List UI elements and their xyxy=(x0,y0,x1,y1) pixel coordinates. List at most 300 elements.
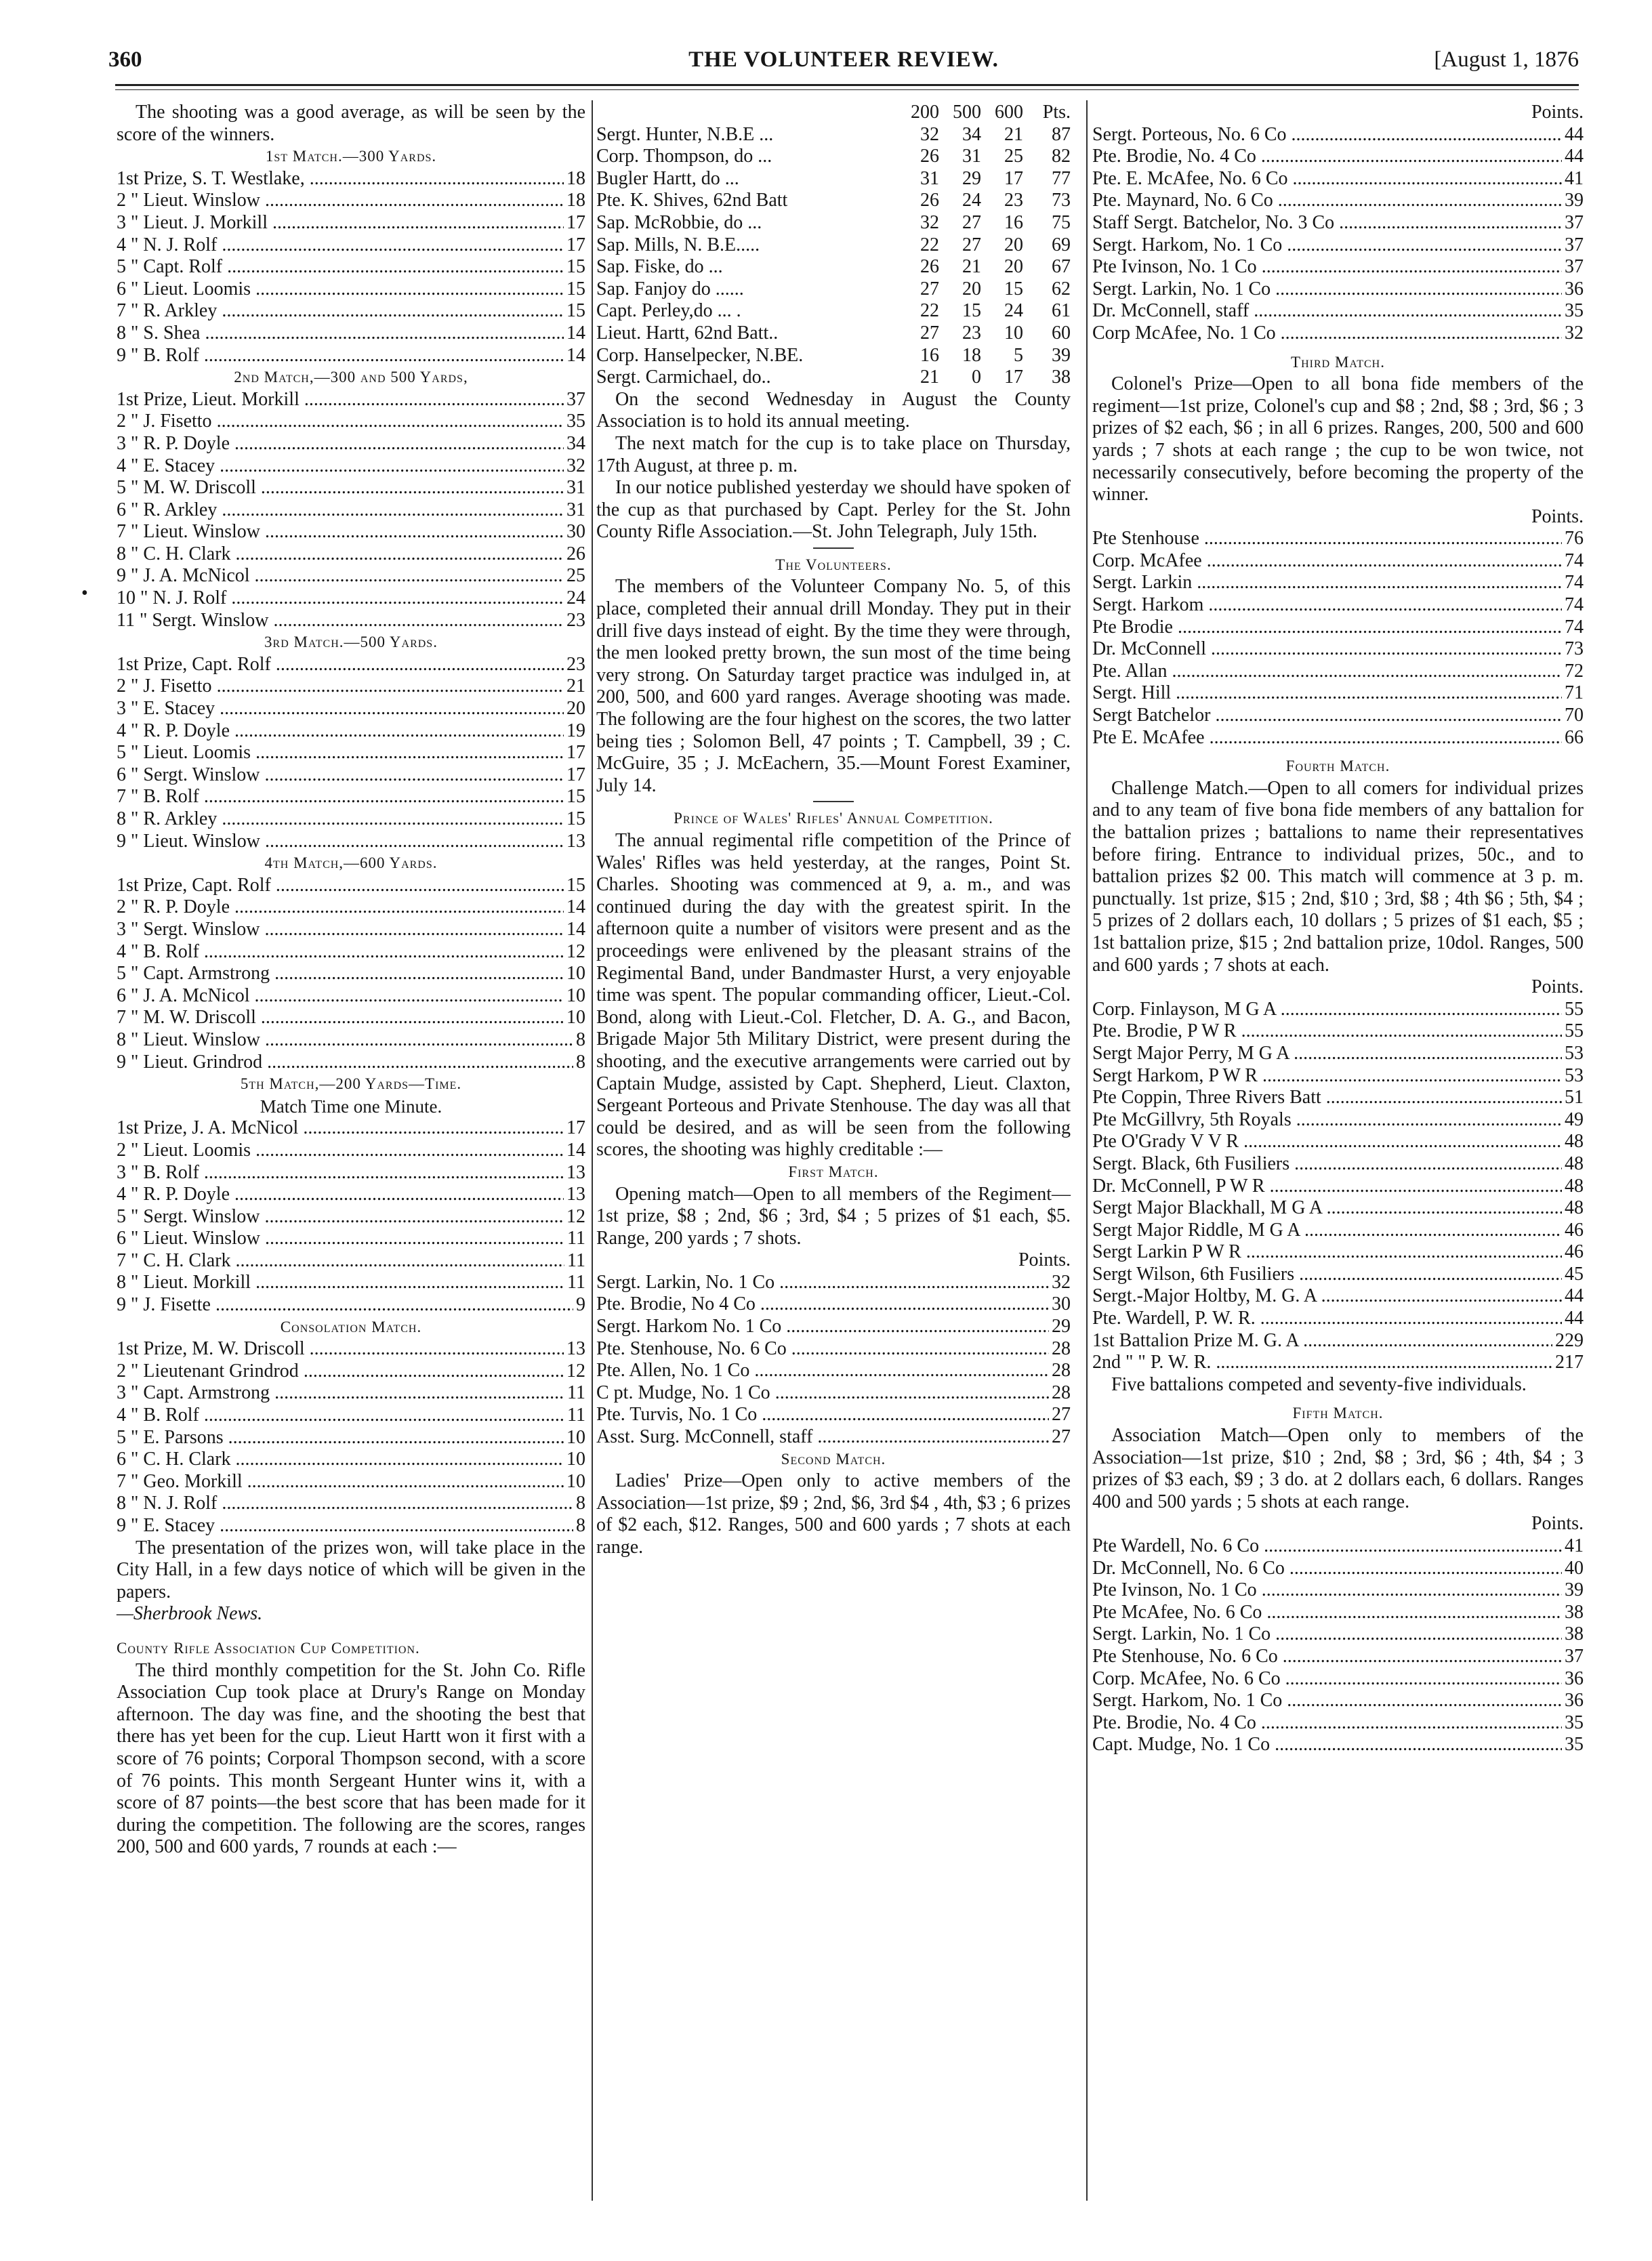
competitor-name: 4 " B. Rolf ..... xyxy=(117,1405,564,1427)
competitor-name: Pte. Allan ..... xyxy=(1092,661,1562,683)
third-match-paragraph: Colonel's Prize—Open to all bona fide members of the regiment—1st prize, Colonel's cup and $8 ; 2nd, $8 ; 3rd, $6 ; 3 prizes of $2 each, $6 ; in all 6 prizes. Ranges, 200, 500 and 600 yards ; 7 shots at each range ; the cup to be won twice, not necessarily consecutively, before becoming the property of the winner. xyxy=(1092,373,1584,505)
competitor-name: 7 " C. H. Clark ..... xyxy=(117,1250,564,1272)
score-row xyxy=(117,455,585,478)
competitor-name: 3 " E. Stacey ..... xyxy=(117,698,564,720)
score-row xyxy=(117,300,585,323)
score-list xyxy=(1092,1535,1584,1756)
score-row xyxy=(1092,1646,1584,1668)
competitor-name: Corp. McAfee, No. 6 Co ..... xyxy=(1092,1668,1562,1690)
score-row xyxy=(1092,323,1584,345)
score-row xyxy=(117,831,585,853)
score-row xyxy=(117,1184,585,1206)
competitor-name: Sergt. Harkom, No. 1 Co ..... xyxy=(1092,1690,1562,1712)
cup-heading: County Rifle Association Cup Competition. xyxy=(117,1639,420,1657)
score-value: 35 xyxy=(1565,1734,1584,1756)
score-value: 8 xyxy=(576,1493,585,1514)
score-row xyxy=(117,234,585,257)
score-value: 45 xyxy=(1565,1263,1584,1285)
score-list xyxy=(117,389,585,632)
score-row xyxy=(117,433,585,455)
score-row xyxy=(117,1493,585,1515)
competitor-name: Sergt. Larkin, No. 1 Co ..... xyxy=(1092,1623,1562,1646)
points-label: Points. xyxy=(1531,1513,1584,1535)
score-value: 25 xyxy=(566,565,585,587)
competitor-name: Pte Stenhouse, No. 6 Co ..... xyxy=(1092,1646,1562,1668)
column-2 xyxy=(596,102,1071,1559)
score-value: 19 xyxy=(566,720,585,741)
score-value: 73 xyxy=(1565,638,1584,660)
score-value: 23 xyxy=(566,609,585,631)
fifth-match-paragraph: Association Match—Open only to members of the Association—1st prize, $10 ; 2nd, $8 ; 3rd, $6 ; 4th, $4 ; 3 prizes of $3 each, $9 ; 3 do. at 2 dollars each, 6 dollars. Ranges 400 and 500 yards ; 5 shots at each range. xyxy=(1092,1425,1584,1512)
page-number: 360 xyxy=(108,47,142,72)
next-match-paragraph: The next match for the cup is to take place on Thursday, 17th August, at three p. m. xyxy=(596,432,1071,476)
presentation-paragraph: The presentation of the prizes won, will take place in the City Hall, in a few days notice of which will be given in the papers. xyxy=(117,1537,585,1602)
consolation-heading: Consolation Match. xyxy=(280,1318,422,1335)
score-value: 217 xyxy=(1555,1352,1584,1373)
score-value: 28 xyxy=(1052,1360,1071,1382)
cup-paragraph: The third monthly competition for the St. John Co. Rifle Association Cup took place at Drury's Range on Monday afternoon. The day was fine, and the shooting the best that there has yet been for the cup. Lieut Hartt won it first with a score of 76 points; Corporal Thompson second, with a score of 76 points. This month Sergeant Hunter wins it, with a score of 87 points—the best score that has been made for it during the competition. The following are the scores, ranges 200, 500 and 600 yards, 7 rounds at each :— xyxy=(117,1659,585,1858)
competitor-name: 4 " N. J. Rolf ..... xyxy=(117,234,564,257)
score-row xyxy=(117,168,585,190)
score-row xyxy=(117,720,585,743)
table-row: Sap. McRobbie, do ... 32 27 16 75 xyxy=(596,211,1071,233)
score-value: 13 xyxy=(566,830,585,852)
score-value: 39 xyxy=(1565,190,1584,211)
section-separator xyxy=(813,801,854,802)
score-row xyxy=(117,1361,585,1383)
competitor-name: 2 " J. Fisetto ..... xyxy=(117,676,564,698)
score-value: 39 xyxy=(1565,1579,1584,1601)
competitor-name: 8 " C. H. Clark ..... xyxy=(117,543,564,566)
score-value: 36 xyxy=(1565,1690,1584,1712)
competitor-name: Sergt. Hill ..... xyxy=(1092,682,1562,705)
volunteers-paragraph: The members of the Volunteer Company No. 5, of this place, completed their annual drill Monday. They put in their drill five days instead of eight. By the time they were through, the men looked pretty brown, the sun most of the time being very strong. On Saturday target practice was indulged in, at 200, 500, and 600 yard ranges. Average shooting was made. The following are the four highest on the scores, the two latter being ties ; Solomon Bell, 47 points ; T. Campbell, 39 ; C. McGuire, 35 ; J. McEachern, 35.—Mount Forest Examiner, July 14. xyxy=(596,576,1071,796)
competitor-name: 6 " R. Arkley ..... xyxy=(117,499,564,522)
match-heading-1: 1st Match.—300 Yards. xyxy=(265,148,437,165)
competitor-name: 3 " B. Rolf ..... xyxy=(117,1162,564,1184)
score-row xyxy=(117,1117,585,1140)
score-row xyxy=(117,1140,585,1162)
score-row xyxy=(117,919,585,941)
competitor-name: 4 " R. P. Doyle ..... xyxy=(117,720,564,743)
score-value: 15 xyxy=(566,808,585,829)
score-value: 74 xyxy=(1565,572,1584,594)
competitor-name: 9 " Lieut. Grindrod ..... xyxy=(117,1052,573,1074)
fourth-match-paragraph: Challenge Match.—Open to all comers for individual prizes and to any team of five bona fide members of any battalion for the battalion prizes ; battalions to name their representatives before firing. Entrance to individual prizes, 50c., and to battalion prizes $2 00. This match will commence at 3 p. m. punctually. 1st prize, $15 ; 2nd, $10 ; 3rd, $8 ; 4th $6 ; 5th, $4 ; 5 prizes of 2 dollars each, 10 dollars ; 5 prizes of $1 each, $5 ; 1st battalion prize, $15 ; 2nd battalion prize, 10dol. Ranges, 500 and 600 yards ; 7 shots at each. xyxy=(1092,777,1584,976)
header-rule xyxy=(115,84,1579,86)
competitor-name: 9 " B. Rolf ..... xyxy=(117,345,564,367)
score-value: 46 xyxy=(1565,1219,1584,1241)
score-row xyxy=(596,1316,1071,1338)
competitor-name: Pte. Brodie, No 4 Co ..... xyxy=(596,1293,1049,1316)
score-row xyxy=(117,1007,585,1029)
score-row xyxy=(117,1162,585,1184)
score-row xyxy=(1092,550,1584,573)
score-value: 76 xyxy=(1565,528,1584,549)
score-value: 48 xyxy=(1565,1197,1584,1219)
score-row xyxy=(117,1449,585,1471)
score-row xyxy=(1092,1579,1584,1602)
volunteers-heading: The Volunteers. xyxy=(775,556,892,573)
score-value: 48 xyxy=(1565,1131,1584,1153)
score-value: 11 xyxy=(567,1228,585,1249)
competitor-name: Pte Ivinson, No. 1 Co ..... xyxy=(1092,256,1562,278)
competitor-name: Dr. McConnell ..... xyxy=(1092,638,1562,661)
competitor-name: Dr. McConnell, staff ..... xyxy=(1092,300,1562,323)
competitor-name: Sergt Wilson, 6th Fusiliers ..... xyxy=(1092,1264,1562,1286)
score-row xyxy=(1092,1065,1584,1087)
score-value: 15 xyxy=(566,874,585,896)
score-value: 15 xyxy=(566,256,585,278)
score-row xyxy=(1092,705,1584,727)
score-row xyxy=(1092,1285,1584,1308)
score-value: 10 xyxy=(566,1470,585,1492)
competitor-name: Pte McAfee, No. 6 Co ..... xyxy=(1092,1602,1562,1624)
score-row xyxy=(1092,212,1584,234)
score-value: 20 xyxy=(566,698,585,720)
score-row xyxy=(117,1427,585,1449)
cup-score-table xyxy=(596,124,1071,389)
competitor-name: 8 " R. Arkley ..... xyxy=(117,808,564,831)
score-list xyxy=(1092,124,1584,345)
competitor-name: 6 " Sergt. Winslow ..... xyxy=(117,764,564,787)
score-row xyxy=(1092,661,1584,683)
score-row xyxy=(117,190,585,212)
score-value: 48 xyxy=(1565,1153,1584,1174)
competitor-name: Pte Coppin, Three Rivers Batt ..... xyxy=(1092,1087,1562,1109)
competitor-name: Sergt. Black, 6th Fusiliers ..... xyxy=(1092,1153,1562,1176)
competitor-name: 1st Prize, M. W. Driscoll ..... xyxy=(117,1338,564,1361)
competitor-name: 7 " M. W. Driscoll ..... xyxy=(117,1007,564,1029)
score-row xyxy=(117,963,585,985)
score-row xyxy=(117,278,585,301)
competitor-name: C pt. Mudge, No. 1 Co ..... xyxy=(596,1382,1049,1405)
score-row xyxy=(1092,727,1584,749)
competitor-name: Pte Stenhouse ..... xyxy=(1092,528,1562,550)
score-value: 38 xyxy=(1565,1601,1584,1623)
table-row: Sap. Mills, N. B.E..... 22 27 20 69 xyxy=(596,234,1071,255)
competitor-name: Dr. McConnell, No. 6 Co ..... xyxy=(1092,1558,1562,1580)
competitor-name: 1st Battalion Prize M. G. A ..... xyxy=(1092,1330,1552,1352)
score-value: 8 xyxy=(576,1515,585,1536)
second-match-heading: Second Match. xyxy=(781,1450,886,1468)
competitor-name: 7 " B. Rolf ..... xyxy=(117,786,564,808)
competitor-name: 8 " N. J. Rolf ..... xyxy=(117,1493,573,1515)
fourth-match-heading: Fourth Match. xyxy=(1285,758,1390,775)
score-row xyxy=(596,1404,1071,1426)
competitor-name: 2 " R. P. Doyle ..... xyxy=(117,896,564,919)
score-value: 71 xyxy=(1565,682,1584,704)
score-row xyxy=(117,256,585,278)
score-value: 10 xyxy=(566,1426,585,1448)
score-value: 36 xyxy=(1565,1667,1584,1689)
score-row xyxy=(596,1338,1071,1361)
score-row xyxy=(596,1426,1071,1449)
score-row xyxy=(117,1382,585,1405)
score-value: 44 xyxy=(1565,1308,1584,1329)
score-row xyxy=(117,345,585,367)
competitor-name: 2nd " " P. W. R. ..... xyxy=(1092,1352,1552,1374)
score-value: 28 xyxy=(1052,1382,1071,1403)
score-row xyxy=(1092,617,1584,639)
score-row xyxy=(1092,1535,1584,1558)
match-heading-4: 4th Match,—600 Yards. xyxy=(264,854,438,872)
score-value: 31 xyxy=(566,477,585,499)
score-value: 30 xyxy=(1052,1293,1071,1315)
competitor-name: Pte Brodie ..... xyxy=(1092,617,1562,639)
score-value: 37 xyxy=(1565,211,1584,233)
score-row xyxy=(1092,1241,1584,1264)
score-row xyxy=(117,654,585,676)
score-value: 10 xyxy=(566,963,585,984)
score-row xyxy=(1092,1264,1584,1286)
competitor-name: 2 " Lieut. Winslow ..... xyxy=(117,190,564,212)
margin-dash-mark: • xyxy=(81,583,88,604)
competitor-name: 6 " Lieut. Loomis ..... xyxy=(117,278,564,301)
score-row xyxy=(117,786,585,808)
score-value: 40 xyxy=(1565,1557,1584,1579)
competitor-name: 8 " Lieut. Morkill ..... xyxy=(117,1272,564,1294)
score-row xyxy=(596,1360,1071,1382)
competitor-name: 6 " Lieut. Winslow ..... xyxy=(117,1228,564,1250)
score-value: 44 xyxy=(1565,146,1584,167)
score-row xyxy=(117,1052,585,1074)
score-row xyxy=(117,610,585,632)
page-header xyxy=(108,47,1579,80)
score-row xyxy=(1092,594,1584,617)
score-value: 14 xyxy=(566,344,585,366)
score-row xyxy=(117,1206,585,1228)
score-row xyxy=(1092,1308,1584,1330)
score-value: 41 xyxy=(1565,1535,1584,1556)
score-row xyxy=(1092,1602,1584,1624)
score-value: 37 xyxy=(1565,234,1584,255)
score-row xyxy=(1092,1153,1584,1176)
competitor-name: 5 " Capt. Rolf ..... xyxy=(117,256,564,278)
score-row xyxy=(1092,1690,1584,1712)
competitor-name: Corp McAfee, No. 1 Co ..... xyxy=(1092,323,1562,345)
table-row: Sap. Fanjoy do ...... 27 20 15 62 xyxy=(596,278,1071,299)
competitor-name: Sergt Batchelor ..... xyxy=(1092,705,1562,727)
score-value: 24 xyxy=(566,587,585,609)
score-row xyxy=(117,875,585,897)
competitor-name: 8 " Lieut. Winslow ..... xyxy=(117,1029,573,1052)
competitor-name: 11 " Sergt. Winslow ..... xyxy=(117,610,564,632)
competitor-name: 1st Prize, S. T. Westlake, ..... xyxy=(117,168,564,190)
competitor-name: Sergt Major Blackhall, M G A ..... xyxy=(1092,1197,1562,1220)
score-row xyxy=(117,1029,585,1052)
score-value: 9 xyxy=(576,1294,585,1316)
score-row xyxy=(1092,1131,1584,1153)
score-row xyxy=(1092,1623,1584,1646)
points-label: Points. xyxy=(1531,505,1584,527)
score-row xyxy=(1092,124,1584,146)
score-row xyxy=(117,764,585,787)
score-value: 21 xyxy=(566,676,585,697)
score-value: 53 xyxy=(1565,1064,1584,1086)
score-value: 14 xyxy=(566,1139,585,1161)
score-value: 13 xyxy=(566,1161,585,1183)
score-row xyxy=(1092,1109,1584,1132)
score-value: 23 xyxy=(566,653,585,675)
score-row xyxy=(1092,300,1584,323)
score-value: 41 xyxy=(1565,167,1584,189)
competitor-name: 3 " R. P. Doyle ..... xyxy=(117,433,564,455)
score-row xyxy=(596,1272,1071,1294)
competitor-name: Dr. McConnell, P W R ..... xyxy=(1092,1176,1562,1198)
score-value: 27 xyxy=(1052,1426,1071,1448)
score-row xyxy=(117,1228,585,1250)
score-list xyxy=(117,1117,585,1316)
score-value: 72 xyxy=(1565,660,1584,682)
competitor-name: Pte. Stenhouse, No. 6 Co ..... xyxy=(596,1338,1049,1361)
source-credit: —Sherbrook News. xyxy=(117,1603,263,1625)
table-row: Pte. K. Shives, 62nd Batt 26 24 23 73 xyxy=(596,190,1071,211)
score-value: 27 xyxy=(1052,1404,1071,1426)
score-row xyxy=(117,521,585,543)
first-match-paragraph: Opening match—Open to all members of the Regiment—1st prize, $8 ; 2nd, $6 ; 3rd, $4 ; 5 prizes of $1 each, $5. Range, 200 yards ; 7 shots. xyxy=(596,1183,1071,1249)
competitor-name: 1st Prize, Capt. Rolf ..... xyxy=(117,654,564,676)
issue-date: [August 1, 1876 xyxy=(1434,47,1579,72)
score-row xyxy=(117,808,585,831)
column-1 xyxy=(117,102,585,1859)
score-row xyxy=(1092,234,1584,257)
competitor-name: Sergt. Harkom, No. 1 Co ..... xyxy=(1092,234,1562,257)
score-value: 29 xyxy=(1052,1316,1071,1337)
third-match-heading: Third Match. xyxy=(1291,353,1385,371)
score-value: 17 xyxy=(566,764,585,785)
competitor-name: 2 " Lieutenant Grindrod ..... xyxy=(117,1361,564,1383)
score-value: 32 xyxy=(566,455,585,476)
score-value: 74 xyxy=(1565,616,1584,638)
score-value: 14 xyxy=(566,918,585,940)
match-heading-2: 2nd Match,—300 and 500 Yards, xyxy=(234,369,468,386)
competitor-name: Sergt. Larkin ..... xyxy=(1092,572,1562,594)
score-value: 18 xyxy=(566,167,585,189)
score-row xyxy=(1092,1668,1584,1690)
score-value: 10 xyxy=(566,1007,585,1029)
score-row xyxy=(1092,1734,1584,1756)
score-row xyxy=(596,1293,1071,1316)
score-value: 17 xyxy=(566,211,585,233)
score-list xyxy=(117,1338,585,1537)
score-value: 32 xyxy=(1052,1271,1071,1293)
competitor-name: 1st Prize, Capt. Rolf ..... xyxy=(117,875,564,897)
score-row xyxy=(117,1250,585,1272)
score-row xyxy=(117,411,585,433)
score-row xyxy=(1092,256,1584,278)
score-value: 15 xyxy=(566,786,585,808)
competitor-name: Pte. Maynard, No. 6 Co ..... xyxy=(1092,190,1562,212)
score-value: 37 xyxy=(1565,1645,1584,1667)
score-value: 17 xyxy=(566,234,585,255)
score-value: 8 xyxy=(576,1029,585,1050)
score-list xyxy=(117,654,585,852)
score-row xyxy=(117,1405,585,1427)
competitor-name: Capt. Mudge, No. 1 Co ..... xyxy=(1092,1734,1562,1756)
score-value: 30 xyxy=(566,521,585,543)
prince-of-wales-paragraph: The annual regimental rifle competition of the Prince of Wales' Rifles was held yesterday, at the ranges, Point St. Charles. Shooting was commenced at 9, a. m., and was continued during the day with the greatest spirit. In the afternoon quite a number of visitors were present and as the proceedings were enlivened by the pleasant strains of the Regimental Band, under Bandmaster Hurst, a very enjoyable time was spent. The popular commanding officer, Lieut.-Col. Bond, along with Lieut.-Col. Fletcher, D. A. G., and Bacon, Brigade Major 5th Military District, were present during the shooting, and the executive arrangements were carried out by Captain Mudge, assisted by Capt. Shepherd, Lieut. Claxton, Sergeant Porteous and Private Stenhouse. The day was all that could be desired, and as will be seen from the following scores, the shooting was highly creditable :— xyxy=(596,830,1071,1161)
score-value: 17 xyxy=(566,742,585,764)
score-table-header: 200 500 600 Pts. xyxy=(911,102,1071,123)
competitor-name: 7 " Lieut. Winslow ..... xyxy=(117,521,564,543)
table-row: Lieut. Hartt, 62nd Batt.. 27 23 10 60 xyxy=(596,322,1071,344)
competitor-name: Asst. Surg. McConnell, staff ..... xyxy=(596,1426,1049,1449)
score-row xyxy=(117,565,585,587)
score-value: 37 xyxy=(1565,256,1584,278)
score-list xyxy=(117,168,585,367)
score-row xyxy=(1092,190,1584,212)
score-value: 35 xyxy=(566,411,585,432)
competitor-name: Pte McGillvry, 5th Royals ..... xyxy=(1092,1109,1562,1132)
first-match-heading: First Match. xyxy=(788,1163,879,1180)
competitor-name: Sergt Major Riddle, M G A ..... xyxy=(1092,1220,1562,1242)
score-row xyxy=(1092,572,1584,594)
competitor-name: Sergt. Porteous, No. 6 Co ..... xyxy=(1092,124,1562,146)
column-divider-2 xyxy=(1086,100,1088,2201)
competitor-name: 3 " Lieut. J. Morkill ..... xyxy=(117,212,564,234)
score-row xyxy=(1092,1176,1584,1198)
column-divider-1 xyxy=(592,100,593,2201)
score-row xyxy=(1092,1020,1584,1043)
score-row xyxy=(1092,528,1584,550)
competitor-name: Pte. Brodie, P W R ..... xyxy=(1092,1020,1562,1043)
points-label: Points. xyxy=(1531,976,1584,998)
score-row xyxy=(117,1272,585,1294)
competitor-name: 9 " J. Fisette ..... xyxy=(117,1294,573,1316)
score-row xyxy=(117,985,585,1008)
competitor-name: 3 " Sergt. Winslow ..... xyxy=(117,919,564,941)
competitor-name: Sergt Major Perry, M G A ..... xyxy=(1092,1043,1562,1065)
competitor-name: 6 " C. H. Clark ..... xyxy=(117,1449,564,1471)
competitor-name: 5 " E. Parsons ..... xyxy=(117,1427,564,1449)
score-row xyxy=(117,1471,585,1493)
score-value: 12 xyxy=(566,1360,585,1382)
score-value: 14 xyxy=(566,322,585,344)
competitor-name: Corp. McAfee ..... xyxy=(1092,550,1562,573)
score-value: 13 xyxy=(566,1184,585,1205)
score-value: 55 xyxy=(1565,1020,1584,1042)
score-value: 28 xyxy=(1052,1337,1071,1359)
table-row: Sergt. Carmichael, do.. 21 0 17 38 xyxy=(596,367,1071,388)
competitor-name: Sergt.-Major Holtby, M. G. A ..... xyxy=(1092,1285,1562,1308)
score-row xyxy=(117,323,585,345)
score-row xyxy=(117,1294,585,1316)
competitor-name: Pte O'Grady V V R ..... xyxy=(1092,1131,1562,1153)
score-value: 26 xyxy=(566,543,585,564)
score-value: 17 xyxy=(566,1117,585,1139)
table-row: Capt. Perley,do ... . 22 15 24 61 xyxy=(596,300,1071,322)
score-value: 11 xyxy=(567,1405,585,1426)
competitor-name: 2 " J. Fisetto ..... xyxy=(117,411,564,433)
score-value: 8 xyxy=(576,1051,585,1073)
score-row xyxy=(117,389,585,411)
score-value: 66 xyxy=(1565,726,1584,748)
score-value: 18 xyxy=(566,190,585,211)
score-value: 55 xyxy=(1565,998,1584,1020)
score-row xyxy=(117,477,585,499)
score-row xyxy=(117,543,585,566)
match-heading-5: 5th Match,—200 Yards—Time. xyxy=(240,1075,462,1093)
competitor-name: 9 " E. Stacey ..... xyxy=(117,1515,573,1537)
competitor-name: Pte Wardell, No. 6 Co ..... xyxy=(1092,1535,1562,1558)
score-row xyxy=(117,1515,585,1537)
score-value: 11 xyxy=(567,1249,585,1271)
score-value: 36 xyxy=(1565,278,1584,299)
competitor-name: 1st Prize, J. A. McNicol ..... xyxy=(117,1117,564,1140)
competitor-name: 4 " R. P. Doyle ..... xyxy=(117,1184,564,1206)
score-row xyxy=(117,742,585,764)
